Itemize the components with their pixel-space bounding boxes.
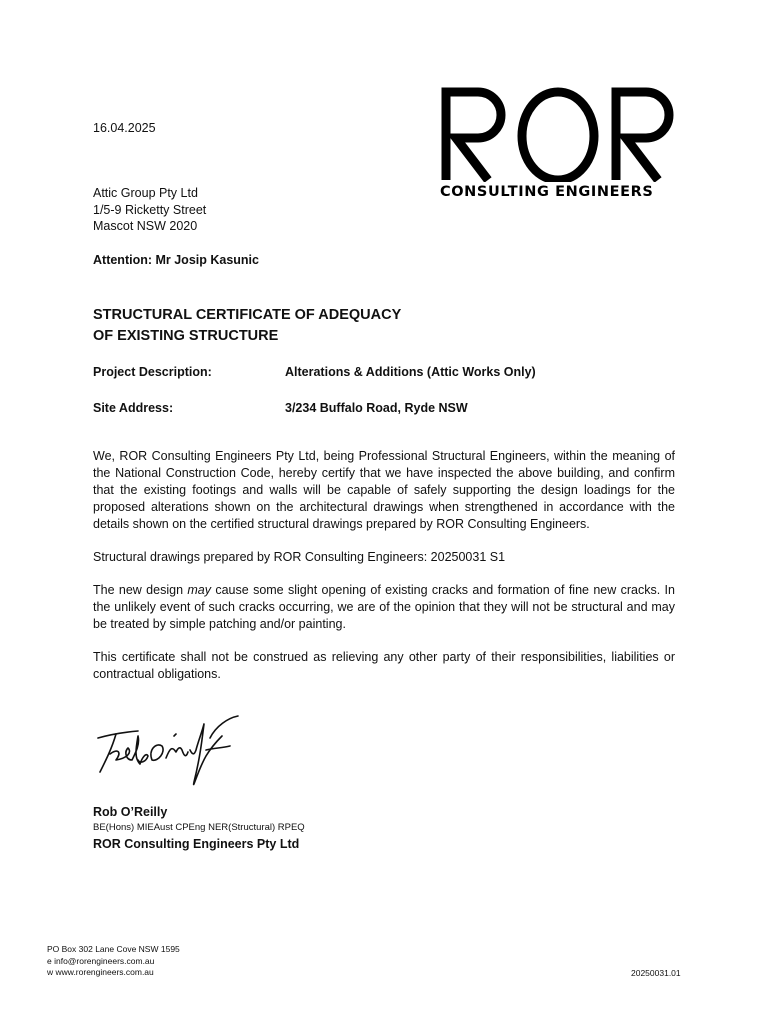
recipient-street: 1/5-9 Ricketty Street [93, 202, 207, 217]
recipient-company: Attic Group Pty Ltd [93, 186, 198, 200]
cracks-paragraph [93, 582, 675, 633]
drawings-reference-paragraph: Structural drawings prepared by ROR Consulting Engineers: 20250031 S1 [93, 550, 506, 564]
cracks-text-end: cause some slight opening of existing cracks and formation of fine new cracks. In the unlikely event of such cracks occurring, we are of the opinion that they will not be structural and may be treated by simple patching and/or painting. [93, 583, 675, 631]
liability-paragraph: This certificate shall not be construed as relieving any other party of their responsibilities, liabilities or contractual obligations. [93, 650, 675, 681]
certificate-body [93, 448, 675, 699]
footer-website: w www.rorengineers.com.au [47, 967, 154, 977]
logo-wordmark [440, 86, 676, 182]
document-reference: 20250031.01 [631, 968, 681, 978]
site-address-value: 3/234 Buffalo Road, Ryde NSW [285, 401, 468, 415]
footer-contact [47, 944, 180, 979]
project-description-value: Alterations & Additions (Attic Works Only) [285, 365, 536, 379]
signer-name: Rob O’Reilly [93, 805, 168, 819]
letter-date: 16.04.2025 [93, 121, 156, 135]
company-logo [440, 86, 680, 200]
handwritten-signature [88, 700, 248, 800]
recipient-city: Mascot NSW 2020 [93, 219, 198, 233]
signer-qualifications: BE(Hons) MIEAust CPEng NER(Structural) RPEQ [93, 822, 305, 833]
title-line-2: OF EXISTING STRUCTURE [93, 328, 279, 344]
footer-email: e info@rorengineers.com.au [47, 955, 155, 966]
certification-paragraph: We, ROR Consulting Engineers Pty Ltd, being Professional Structural Engineers, within the meaning of the National Construction Code, hereby certify that we have inspected the above building, and confirm that the existing footings and walls will be capable of safely supporting the design loadings for the proposed alterations shown on the architectural drawings when strengthened in accordance with the details shown on the certified structural drawings prepared by ROR Consulting Engineers. [93, 449, 675, 531]
project-description-label: Project Description: [93, 365, 212, 379]
footer-po-box: PO Box 302 Lane Cove NSW 1595 [47, 944, 180, 954]
logo-subtitle: CONSULTING ENGINEERS [440, 184, 654, 200]
cracks-text-start: The new design [93, 583, 188, 597]
signer-company: ROR Consulting Engineers Pty Ltd [93, 837, 300, 851]
cracks-text-emphasis: may [187, 583, 211, 597]
title-line-1: STRUCTURAL CERTIFICATE OF ADEQUACY [93, 307, 402, 323]
site-address-label: Site Address: [93, 401, 174, 415]
recipient-address [93, 185, 206, 235]
attention-line: Attention: Mr Josip Kasunic [93, 253, 259, 267]
document-title [93, 305, 401, 347]
